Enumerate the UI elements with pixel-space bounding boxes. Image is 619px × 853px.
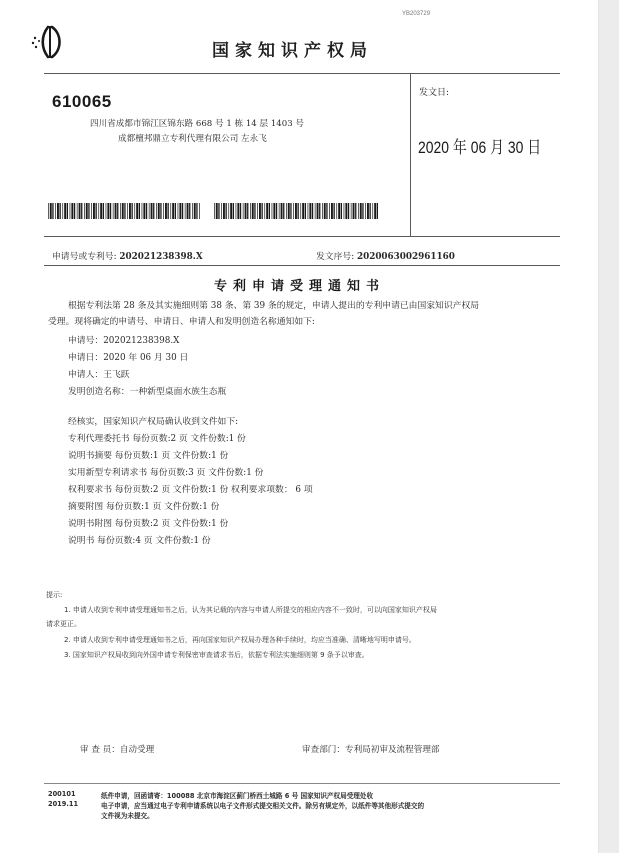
hint-item: 2. 申请人收到专利申请受理通知书之后，再向国家知识产权局办理各种手续时，均应当准确、清晰地写明申请号。 <box>64 636 416 644</box>
examining-department: 审查部门：专利局初审及流程管理部 <box>302 745 440 755</box>
intro-line: 根据专利法第 28 条及其实施细则第 38 条、第 39 条的规定，申请人提出的专利申请已由国家知识产权局 <box>68 301 480 311</box>
document-item: 说明书 每份页数:4 页 文件份数:1 份 <box>68 536 211 546</box>
cnipa-logo-icon <box>30 24 70 60</box>
barcode-right <box>214 203 378 219</box>
header-top-rule <box>44 73 560 74</box>
serial-number-value: 2020063002961160 <box>356 252 455 262</box>
notice-title: 专利申请受理通知书 <box>214 279 386 294</box>
issue-date-value: 2020 年 06 月 30 日 <box>418 138 542 157</box>
serial-number <box>316 249 455 262</box>
footer-line: 纸件申请，回函请寄：100088 北京市海淀区蓟门桥西土城路 6 号 国家知识产权局受理处收 <box>101 792 374 800</box>
document-item: 说明书摘要 每份页数:1 页 文件份数:1 份 <box>68 451 229 461</box>
document-item: 摘要附图 每份页数:1 页 文件份数:1 份 <box>68 502 220 512</box>
header-bottom-rule <box>44 236 560 237</box>
numbers-rule <box>44 265 560 266</box>
field-filing-date: 申请日：2020 年 06 月 30 日 <box>68 353 189 363</box>
hints-label: 提示: <box>46 591 63 599</box>
viewer-scroll-track[interactable] <box>598 0 619 853</box>
document-item: 专利代理委托书 每份页数:2 页 文件份数:1 份 <box>68 434 246 444</box>
application-number-value: 202021238398.X <box>119 252 203 262</box>
barcode-left <box>48 203 201 219</box>
footer-code: 200101 <box>48 790 76 798</box>
application-number <box>52 249 203 262</box>
field-applicant: 申请人：王飞跃 <box>68 370 130 380</box>
documents-intro: 经核实，国家知识产权局确认收到文件如下: <box>68 417 239 427</box>
postcode: 610065 <box>52 92 112 111</box>
application-number-label: 申请号或专利号: <box>52 252 117 262</box>
agency-title: 国家知识产权局 <box>212 41 373 61</box>
footer-code: 2019.11 <box>48 800 79 808</box>
hint-item-continuation: 请求更正。 <box>46 620 81 628</box>
issue-date-label: 发文日: <box>419 88 450 98</box>
serial-number-label: 发文序号: <box>316 252 355 262</box>
footer-rule <box>44 783 560 784</box>
document-item: 实用新型专利请求书 每份页数:3 页 文件份数:1 份 <box>68 468 264 478</box>
footer-line: 电子申请，应当通过电子专利申请系统以电子文件形式提交相关文件。除另有规定外，以纸件等其他形式提交的 <box>101 802 425 810</box>
footer-line: 文件视为未提交。 <box>101 812 154 820</box>
document-item: 权利要求书 每份页数:2 页 文件份数:1 份 权利要求项数： 6 项 <box>68 485 313 495</box>
recipient-address: 四川省成都市锦江区锦东路 668 号 1 栋 14 层 1403 号 <box>90 119 305 129</box>
document-item: 说明书附图 每份页数:2 页 文件份数:1 份 <box>68 519 229 529</box>
hint-item: 1. 申请人收到专利申请受理通知书之后，认为其记载的内容与申请人所提交的相应内容不一致时，可以向国家知识产权局 <box>64 606 437 614</box>
examiner: 审 查 员：自动受理 <box>80 745 155 755</box>
field-application-number: 申请号：202021238398.X <box>68 336 180 346</box>
intro-line: 受理。现将确定的申请号、申请日、申请人和发明创造名称通知如下: <box>48 317 315 327</box>
field-invention-title: 发明创造名称：一种新型桌面水族生态瓶 <box>68 387 227 397</box>
recipient-agency: 成都檀邦鼎立专利代理有限公司 左永飞 <box>118 134 267 144</box>
hint-item: 3. 国家知识产权局收到向外国申请专利保密审查请求书后，依据专利法实施细则第 9 条予以审查。 <box>64 651 369 659</box>
document-code: YB203729 <box>402 11 431 17</box>
header-divider <box>410 73 411 236</box>
